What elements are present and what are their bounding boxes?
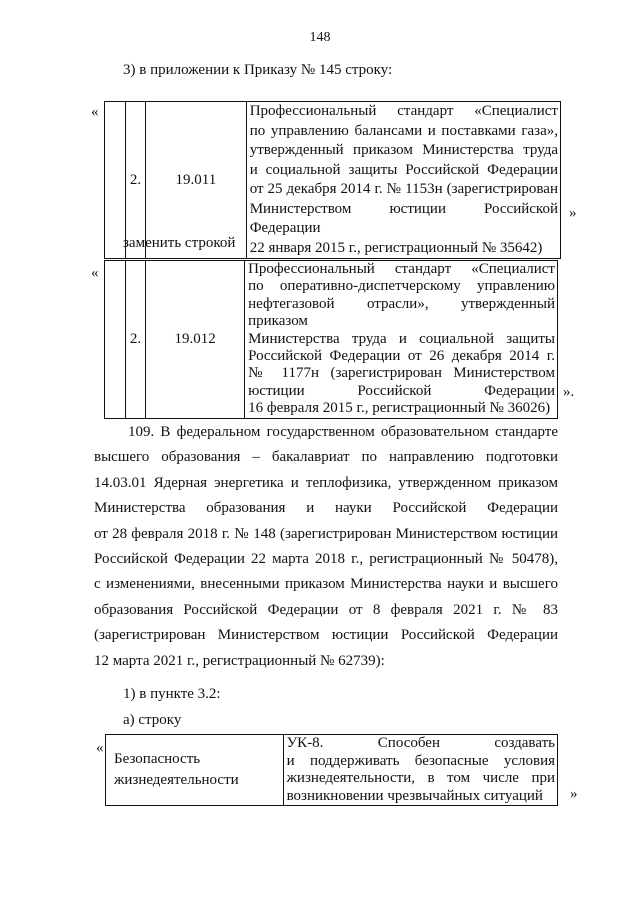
t2-line: № 1177н (зарегистрирован Министерством — [248, 365, 555, 382]
paragraph-109-line: от 28 февраля 2018 г. № 148 (зарегистрирован Министерством юстиции — [94, 525, 558, 542]
table-3-left-line-1: Безопасность — [114, 751, 201, 767]
table-1-text — [246, 102, 560, 259]
table-1-code: 19.011 — [146, 102, 247, 259]
t3-line: возникновении чрезвычайных ситуаций — [286, 787, 543, 804]
table-2-text — [245, 261, 558, 419]
quote-open-2: « — [91, 265, 99, 281]
table-3-discipline — [106, 735, 284, 806]
t2-line: 16 февраля 2015 г., регистрационный № 36026) — [248, 400, 551, 417]
table-2-num: 2. — [125, 261, 145, 419]
table-2 — [104, 260, 558, 419]
t1-line: 22 января 2015 г., регистрационный № 35642) — [249, 239, 543, 256]
paragraph-109-line: 109. В федеральном государственном образовательном стандарте — [128, 424, 558, 440]
table-3-competence — [283, 735, 557, 806]
t1-line: Профессиональный стандарт «Специалист — [249, 103, 558, 119]
paragraph-109-line: образования Российской Федерации от 8 февраля 2021 г. № 83 — [94, 601, 558, 618]
t2-line: Министерства труда и социальной защиты — [248, 330, 555, 347]
paragraph-109-line: (зарегистрирован Министерством юстиции Российской Федерации — [94, 627, 558, 644]
t3-line: жизнедеятельности, в том числе при — [286, 770, 555, 786]
quote-close-2: ». — [563, 384, 575, 400]
quote-open-1: « — [91, 104, 99, 120]
quote-close-3: » — [570, 786, 578, 802]
quote-open-3: « — [96, 740, 104, 756]
paragraph-109-line: 14.03.01 Ядерная энергетика и теплофизика, утвержденном приказом — [94, 474, 558, 491]
replace-with-line: заменить строкой — [123, 235, 236, 251]
table-3 — [105, 734, 558, 806]
t2-line: юстиции Российской Федерации — [248, 382, 555, 399]
t3-line: УК-8. Способен создавать — [286, 735, 555, 751]
table-3-left-line-2: жизнедеятельности — [114, 772, 239, 788]
quote-close-1: » — [569, 205, 577, 221]
t1-line: и социальной защиты Российской Федерации — [249, 161, 558, 178]
paragraph-109 — [94, 420, 558, 674]
t1-line: по управлению балансами и поставками газа», — [249, 122, 558, 139]
paragraph-109-line: с изменениями, внесенными приказом Министерства науки и высшего — [94, 576, 558, 593]
t1-line: Министерством юстиции Российской Федерации — [249, 200, 558, 236]
paragraph-109-line: Российской Федерации 22 марта 2018 г., регистрационный № 50478), — [94, 551, 558, 568]
table-2-code: 19.012 — [146, 261, 245, 419]
page-number: 148 — [309, 30, 331, 45]
item-a-line: а) строку — [123, 712, 182, 728]
item-1-line: 1) в пункте 3.2: — [123, 686, 221, 702]
t1-line: от 25 декабря 2014 г. № 1153н (зарегистрирован — [249, 181, 558, 197]
paragraph-109-line: Министерства образования и науки Российской Федерации — [94, 500, 558, 517]
t2-line: нефтегазовой отрасли», утвержденный приказом — [248, 295, 555, 330]
table-1-num: 2. — [125, 102, 145, 259]
t3-line: и поддерживать безопасные условия — [286, 752, 555, 769]
t2-line: по оперативно-диспетчерскому управлению — [248, 278, 555, 295]
t2-line: Профессиональный стандарт «Специалист — [248, 261, 555, 277]
t1-line: утвержденный приказом Министерства труда — [249, 142, 558, 158]
t2-line: Российской Федерации от 26 декабря 2014 г. — [248, 348, 555, 365]
table-2-spacer — [105, 261, 126, 419]
paragraph-109-line: высшего образования – бакалавриат по направлению подготовки — [94, 449, 558, 466]
intro-line: 3) в приложении к Приказу № 145 строку: — [123, 62, 393, 78]
paragraph-109-line: 12 марта 2021 г., регистрационный № 62739): — [94, 652, 385, 669]
